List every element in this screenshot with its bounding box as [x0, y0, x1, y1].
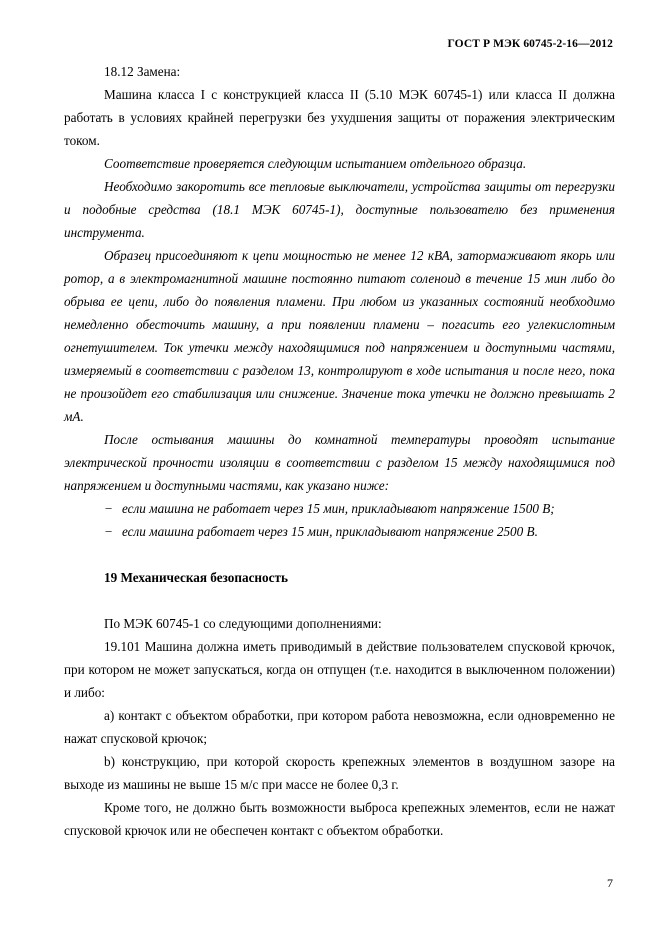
list-item	[64, 497, 615, 520]
option-a-text: а) контакт с объектом обработки, при котором работа невозможна, если одновременно не нажат спусковой крючок;	[64, 708, 615, 746]
page-number: 7	[607, 876, 613, 890]
list-item-text: если машина работает через 15 мин, прикладывают напряжение 2500 В.	[122, 524, 538, 539]
clause-19-101-text: 19.101 Машина должна иметь приводимый в действие пользователем спусковой крючок, при котором не может запускаться, когда он отпущен (т.е. находится в выключенном положении) и либо:	[64, 639, 615, 700]
clause-18-12-title: 18.12 Замена:	[104, 64, 181, 79]
short-circuit-instruction: Необходимо закоротить все тепловые выключатели, устройства защиты от перегрузки и подобные средства (18.1 МЭК 60745-1), доступные пользователю без применения инструмента.	[64, 179, 615, 240]
section-19-heading: 19 Механическая безопасность	[104, 570, 288, 585]
document-body	[64, 60, 615, 842]
dash-bullet: −	[104, 524, 113, 539]
section-19-intro: По МЭК 60745-1 со следующими дополнениями:	[104, 616, 382, 631]
option-b-text: b) конструкцию, при которой скорость крепежных элементов в воздушном зазоре на выходе из машины не выше 15 м/с при массе не более 0,3 г.	[64, 754, 615, 792]
compliance-check-text: Соответствие проверяется следующим испытанием отдельного образца.	[104, 156, 527, 171]
additional-requirement-text: Кроме того, не должно быть возможности выброса крепежных элементов, если не нажат спусковой крючок или не обеспечен контакт с объектом обработки.	[64, 800, 615, 838]
clause-18-12-requirement: Машина класса I с конструкцией класса II (5.10 МЭК 60745-1) или класса II должна работать в условиях крайней перегрузки без ухудшения защиты от поражения электрическим током.	[64, 87, 615, 148]
dielectric-test-text: После остывания машины до комнатной температуры проводят испытание электрической прочности изоляции в соответствии с разделом 15 между находящимися под напряжением и доступными частями, как указано ниже:	[64, 432, 615, 493]
test-procedure-text: Образец присоединяют к цепи мощностью не менее 12 кВА, затормаживают якорь или ротор, а в электромагнитной машине постоянно питают соленоид в течение 15 мин либо до обрыва ее цепи, либо до появления пламени. При любом из указанных состояний необходимо немедленно обесточить машину, а при появлении пламени – погасить его углекислотным огнетушителем. Ток утечки между находящимися под напряжением и доступными частями, измеряемый в соответствии с разделом 13, контролируют в ходе испытания и после него, пока не произойдет его стабилизация или снижение. Значение тока утечки не должно превышать 2 мА.	[64, 248, 615, 424]
list-item	[64, 520, 615, 543]
document-code-header: ГОСТ Р МЭК 60745-2-16—2012	[447, 38, 613, 50]
list-item-text: если машина не работает через 15 мин, прикладывают напряжение 1500 В;	[122, 501, 555, 516]
dash-bullet: −	[104, 501, 113, 516]
